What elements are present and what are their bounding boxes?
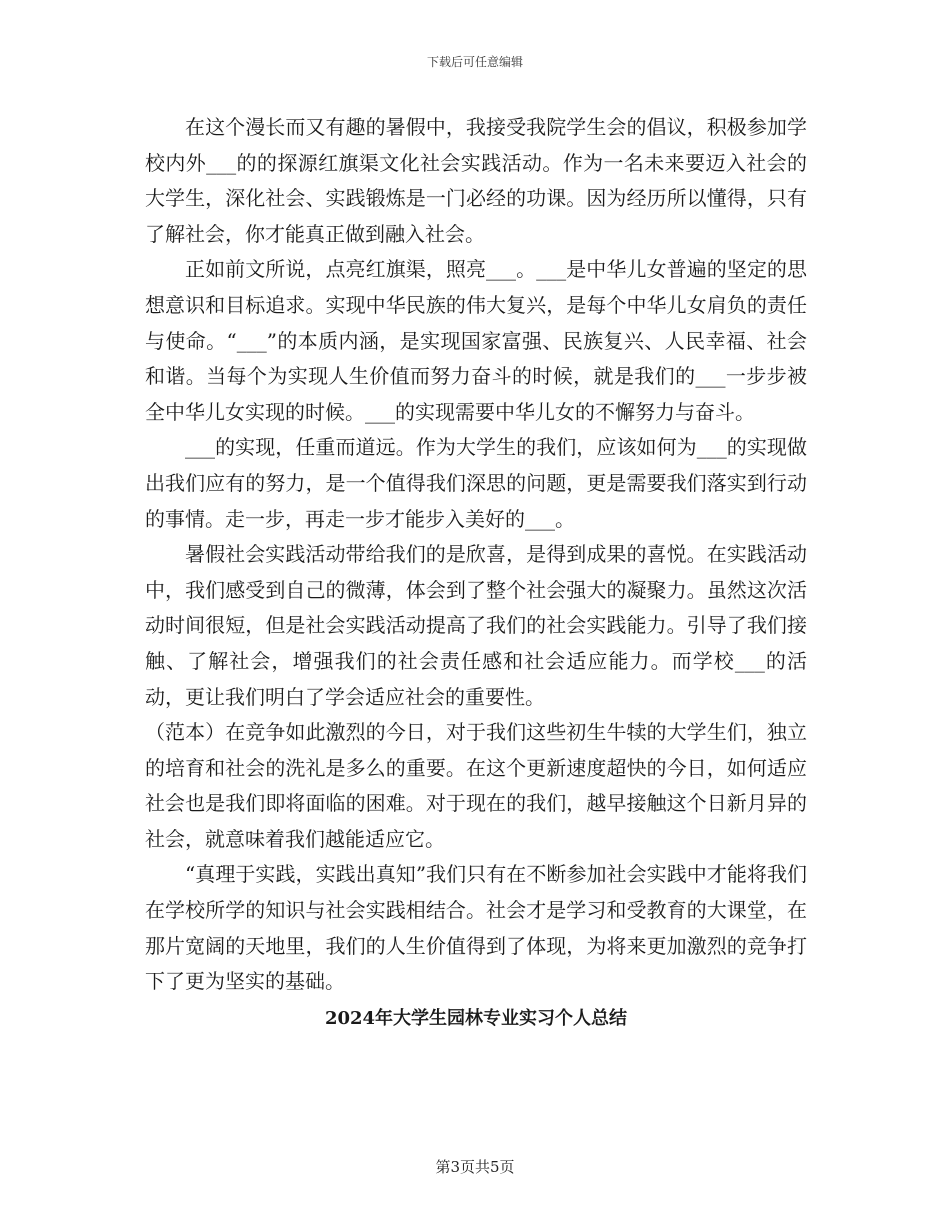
page-header: 下载后可任意编辑 <box>426 55 523 69</box>
section-title: 2024年大学生园林专业实习个人总结 <box>324 1007 628 1029</box>
paragraph-1: 在这个漫长而又有趣的暑假中，我接受我院学生会的倡议，积极参加学校内外___的的探源红旗渠文化社会实践活动。作为一名未来要迈入社会的大学生，深化社会、实践锻炼是一门必经的功课。因为经历所以懂得，只有了解社会，你才能真正做到融入社会。 <box>145 115 807 246</box>
paragraph-4: 暑假社会实践活动带给我们的是欣喜，是得到成果的喜悦。在实践活动中，我们感受到自己的微薄，体会到了整个社会强大的凝聚力。虽然这次活动时间很短，但是社会实践活动提高了我们的社会实践能力。引导了我们接触、了解社会，增强我们的社会责任感和社会适应能力。而学校___的活动，更让我们明白了学会适应社会的重要性。 <box>145 542 807 709</box>
paragraph-6: “真理于实践，实践出真知”我们只有在不断参加社会实践中才能将我们在学校所学的知识与社会实践相结合。社会才是学习和受教育的大课堂，在那片宽阔的天地里，我们的人生价值得到了体现，为将来更加激烈的竞争打下了更为坚实的基础。 <box>145 862 807 994</box>
paragraph-5: （范本）在竞争如此激烈的今日，对于我们这些初生牛犊的大学生们，独立的培育和社会的洗礼是多么的重要。在这个更新速度超快的今日，如何适应社会也是我们即将面临的困难。对于现在的我们，越早接触这个日新月异的社会，就意味着我们越能适应它。 <box>145 720 807 851</box>
paragraph-2: 正如前文所说，点亮红旗渠，照亮___。___是中华儿女普遍的坚定的思想意识和目标追求。实现中华民族的伟大复兴，是每个中华儿女肩负的责任与使命。“___”的本质内涵，是实现国家富强、民族复兴、人民幸福、社会和谐。当每个为实现人生价值而努力奋斗的时候，就是我们的___一步步被全中华儿女实现的时候。___的实现需要中华儿女的不懈努力与奋斗。 <box>145 257 807 424</box>
document-body <box>145 110 807 1037</box>
page-footer: 第3页共5页 <box>435 1158 515 1176</box>
paragraph-3: ___的实现，任重而道远。作为大学生的我们，应该如何为___的实现做出我们应有的努力，是一个值得我们深思的问题，更是需要我们落实到行动的事情。走一步，再走一步才能步入美好的___。 <box>145 435 807 531</box>
